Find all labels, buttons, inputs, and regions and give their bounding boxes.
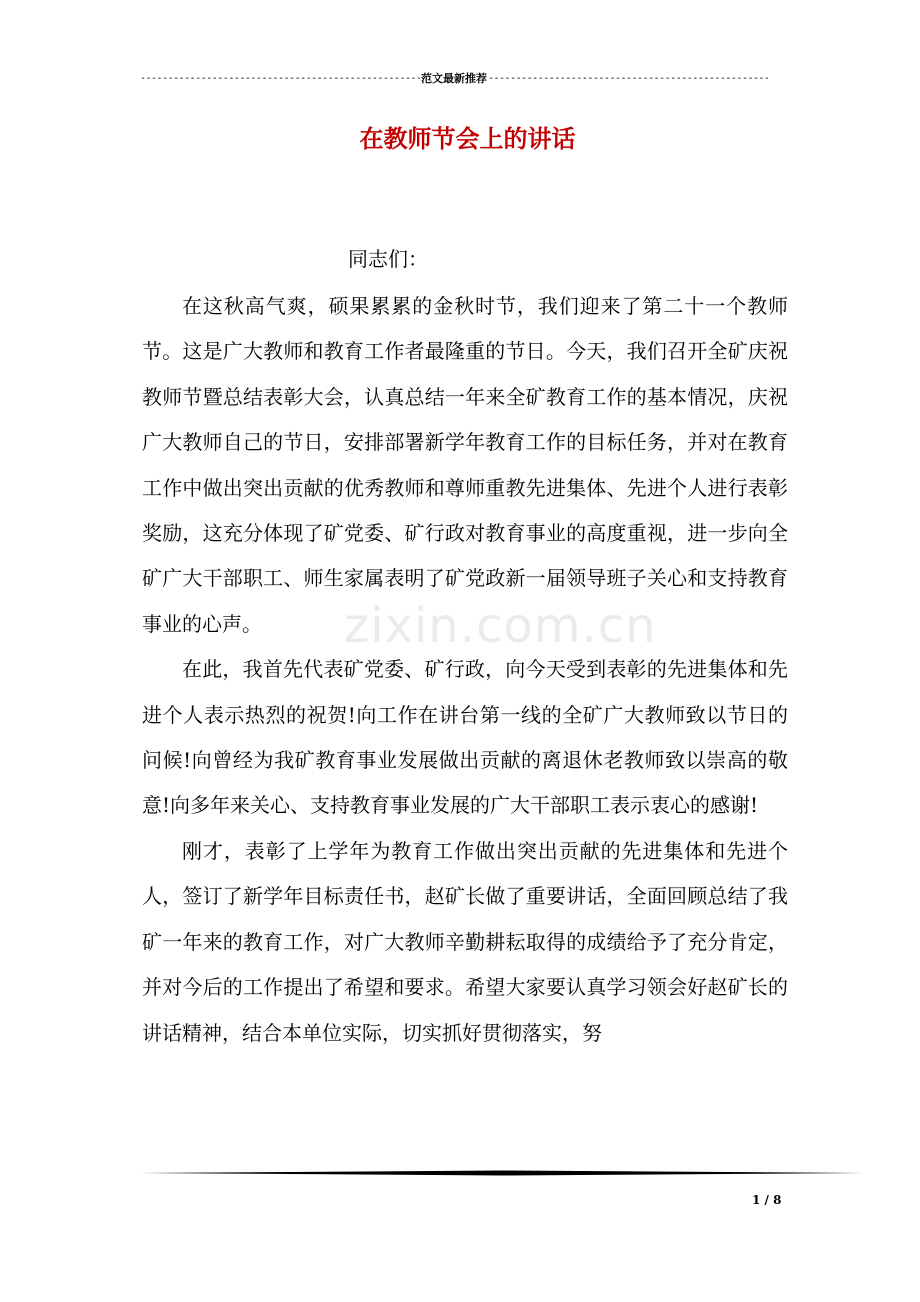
paragraph: 在这秋高气爽，硕果累累的金秋时节，我们迎来了第二十一个教师节。这是广大教师和教育工作者最隆重的节日。今天，我们召开全矿庆祝教师节暨总结表彰大会，认真总结一年来全矿教育工作的基本情况，庆祝广大教师自己的节日，安排部署新学年教育工作的目标任务，并对在教育工作中做出突出贡献的优秀教师和尊师重教先进集体、先进个人进行表彰奖励，这充分体现了矿党委、矿行政对教育事业的高度重视，进一步向全矿广大干部职工、师生家属表明了矿党政新一届领导班子关心和支持教育事业的心声。	[142, 294, 788, 636]
document-title: 在教师节会上的讲话	[359, 124, 576, 153]
salutation: 同志们：	[348, 247, 428, 271]
header-rule-right	[488, 73, 768, 84]
page-header	[140, 68, 768, 88]
page-number: 1 / 8	[752, 1193, 782, 1207]
header-label: 范文最新推荐	[421, 72, 487, 85]
document-body	[142, 238, 788, 1056]
paragraph: 刚才，表彰了上学年为教育工作做出突出贡献的先进集体和先进个人，签订了新学年目标责任书，赵矿长做了重要讲话，全面回顾总结了我矿一年来的教育工作，对广大教师辛勤耕耘取得的成绩给予了充分肯定，并对今后的工作提出了希望和要求。希望大家要认真学习领会好赵矿长的讲话精神，结合本单位实际，切实抓好贯彻落实，努	[142, 838, 788, 1045]
watermark: zixin.com.cn	[344, 598, 657, 654]
paragraph: 在此，我首先代表矿党委、矿行政，向今天受到表彰的先进集体和先进个人表示热烈的祝贺!向工作在讲台第一线的全矿广大教师致以节日的问候!向曾经为我矿教育事业发展做出贡献的离退休老教师致以崇高的敬意!向多年来关心、支持教育事业发展的广大干部职工表示衷心的感谢!	[142, 657, 788, 818]
header-rule-left	[140, 73, 420, 84]
footer-rule	[140, 1170, 864, 1176]
